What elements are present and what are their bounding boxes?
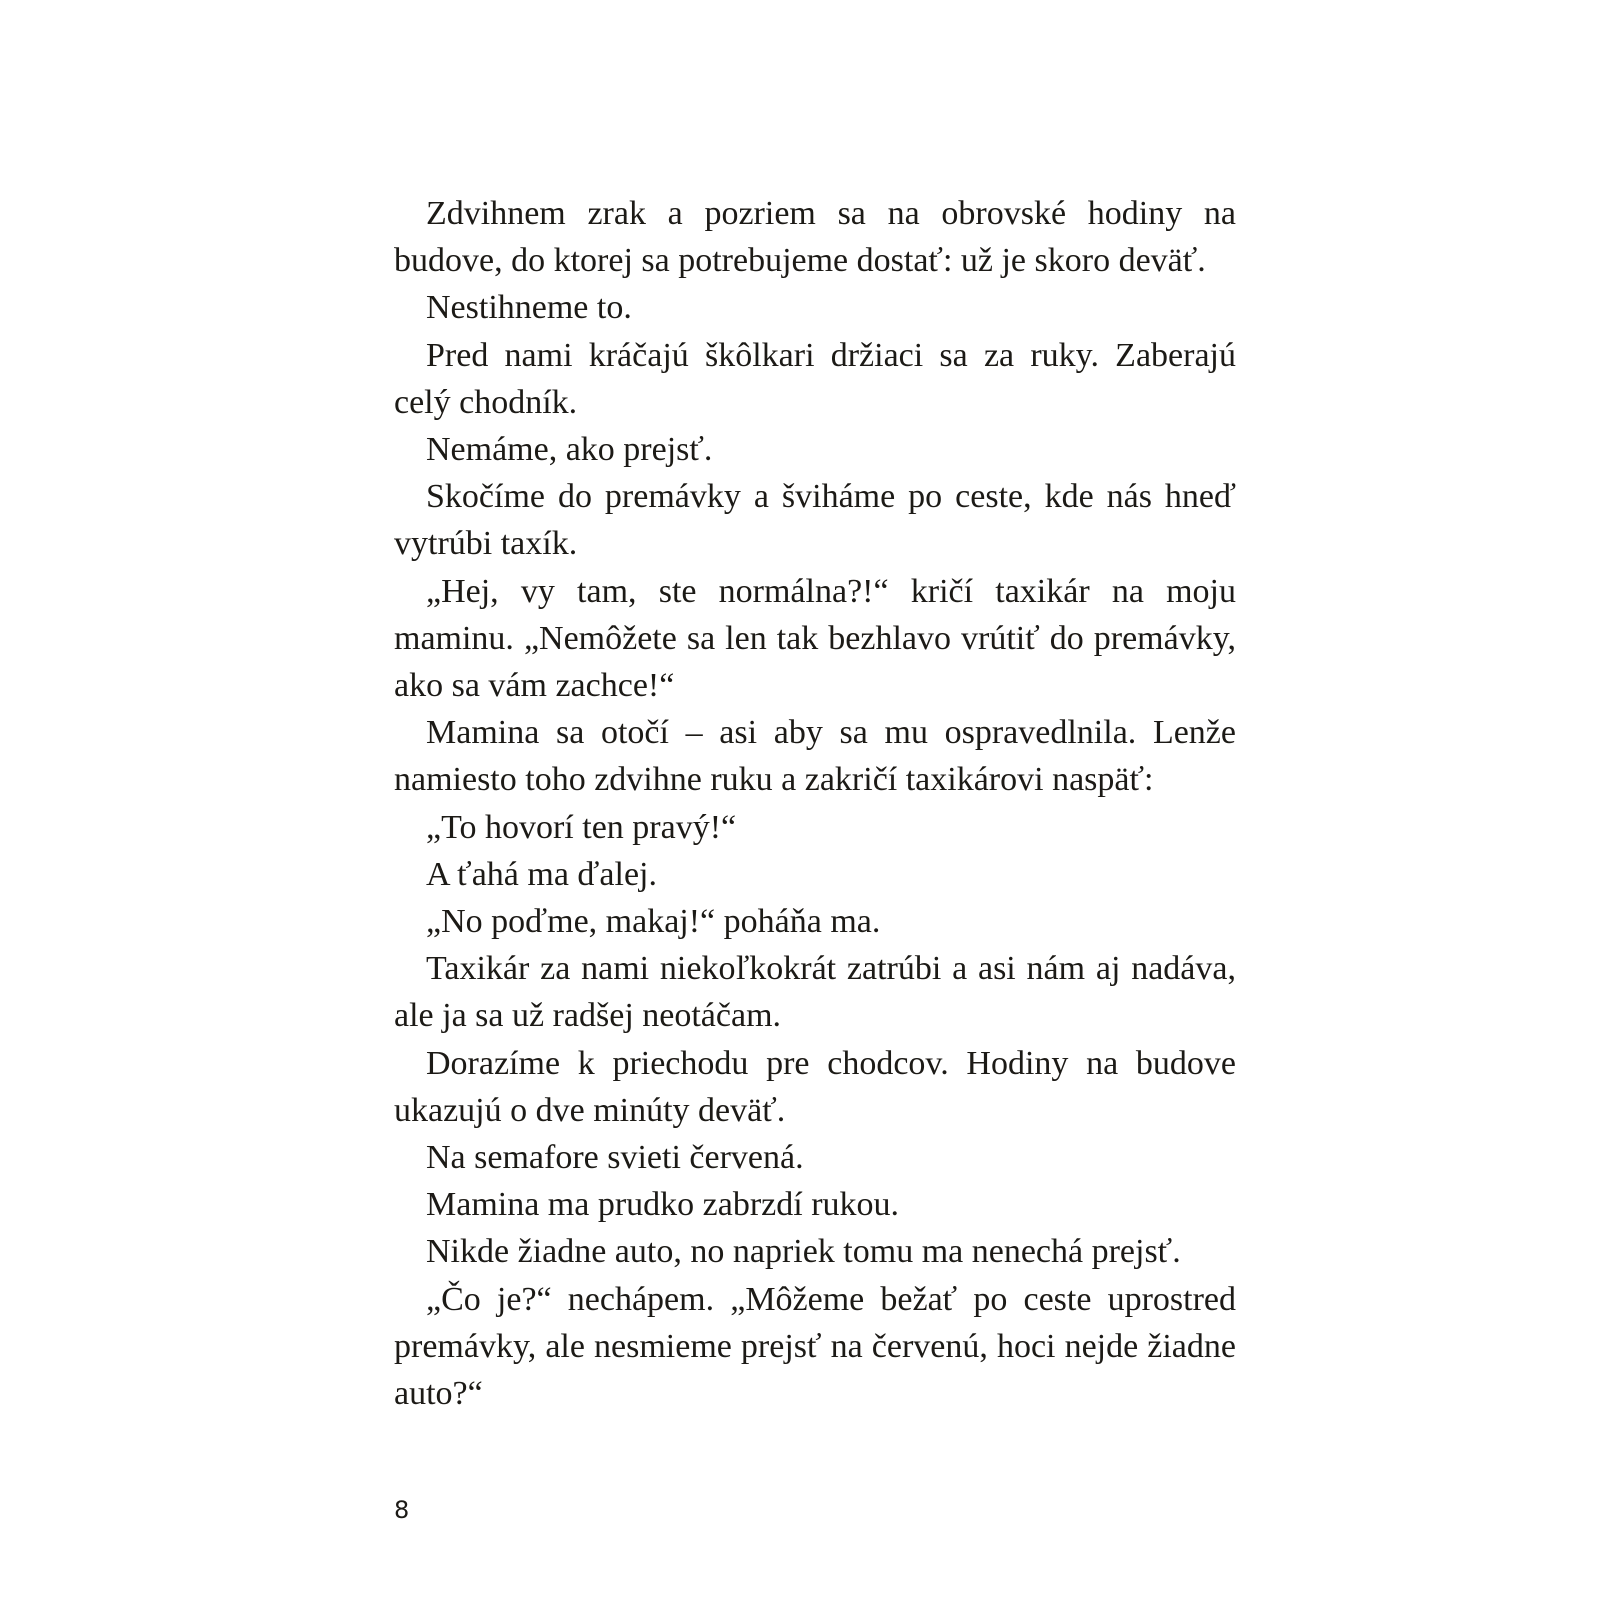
paragraph: Mamina sa otočí – asi aby sa mu ospravedlnila. Lenže namiesto toho zdvihne ruku a zakričí taxikárovi naspäť: bbox=[394, 714, 1236, 799]
paragraph: A ťahá ma ďalej. bbox=[426, 855, 657, 893]
paragraph: Na semafore svieti červená. bbox=[426, 1139, 804, 1177]
paragraph: „To hovorí ten pravý!“ bbox=[426, 808, 737, 846]
paragraph: Taxikár za nami niekoľkokrát zatrúbi a asi nám aj nadáva, ale ja sa už radšej neotáčam. bbox=[394, 950, 1236, 1035]
paragraph: Pred nami kráčajú škôlkari držiaci sa za ruky. Zaberajú celý chodník. bbox=[394, 336, 1236, 421]
paragraph: Nikde žiadne auto, no napriek tomu ma nenechá prejsť. bbox=[426, 1233, 1181, 1271]
paragraph: Skočíme do premávky a šviháme po ceste, kde nás hneď vytrúbi taxík. bbox=[394, 478, 1236, 563]
page-number: 8 bbox=[394, 1496, 410, 1524]
paragraph: „Hej, vy tam, ste normálna?!“ kričí taxikár na moju maminu. „Nemôžete sa len tak bezhlavo vrútiť do premávky, ako sa vám zachce!“ bbox=[394, 572, 1236, 705]
paragraph: Zdvihnem zrak a pozriem sa na obrovské hodiny na budove, do ktorej sa potrebujeme dostať: už je skoro deväť. bbox=[394, 195, 1236, 280]
paragraph: „Čo je?“ nechápem. „Môžeme bežať po ceste uprostred premávky, ale nesmieme prejsť na červenú, hoci nejde žiadne auto?“ bbox=[394, 1280, 1236, 1413]
paragraph: Nestihneme to. bbox=[426, 289, 632, 327]
body-text bbox=[394, 190, 1236, 1417]
paragraph: „No poďme, makaj!“ poháňa ma. bbox=[426, 903, 881, 941]
paragraph: Nemáme, ako prejsť. bbox=[426, 431, 713, 469]
paragraph: Mamina ma prudko zabrzdí rukou. bbox=[426, 1186, 900, 1224]
paragraph: Dorazíme k priechodu pre chodcov. Hodiny na budove ukazujú o dve minúty deväť. bbox=[394, 1044, 1236, 1129]
